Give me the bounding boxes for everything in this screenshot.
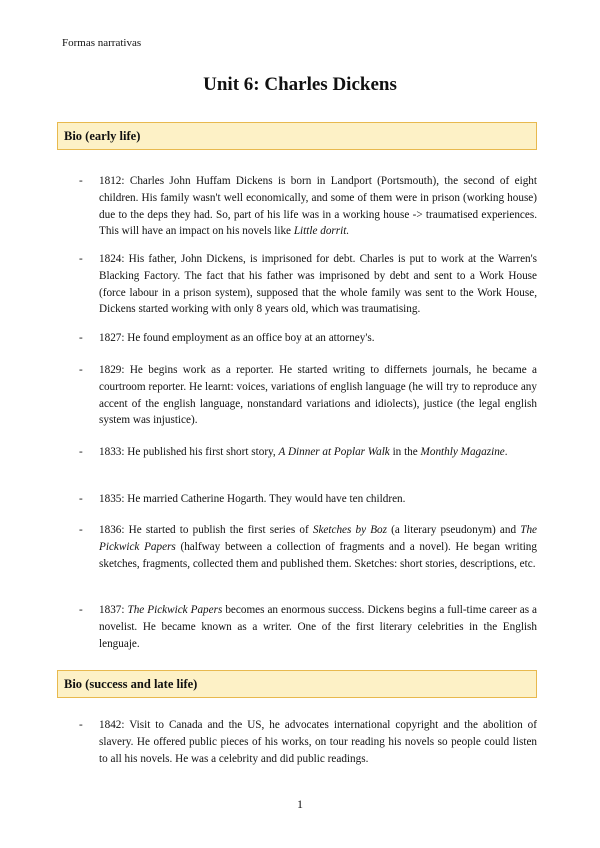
bullet-dash: - — [79, 364, 83, 376]
bullet-1842 — [79, 717, 537, 767]
bullet-dash: - — [79, 332, 83, 344]
bullet-1824 — [79, 251, 537, 318]
title-pickwick-papers: The Pickwick Papers — [99, 524, 537, 553]
page-number: 1 — [297, 797, 303, 811]
bullet-1829 — [79, 362, 537, 429]
title-dinner-at-poplar-walk: A Dinner at Poplar Walk — [278, 446, 390, 458]
title-monthly-magazine: Monthly Magazine — [420, 446, 505, 458]
bullet-text: 1827: He found employment as an office boy at an attorney's. — [99, 332, 375, 344]
bullet-text: 1842: Visit to Canada and the US, he advocates international copyright and the abolition of slavery. He offered public pieces of his works, on tour reading his novels so people could listen to all his novels. He was a celebrity and did public readings. — [99, 719, 537, 765]
bullet-text: 1829: He begins work as a reporter. He started writing to differnets journals, he became a courtroom reporter. He learnt: voices, variations of english language (he will try to reproduce any accent of the english language, nonstandard variations and idiolects), justice (the legal english system was injustice). — [99, 364, 537, 427]
page-title: Unit 6: Charles Dickens — [203, 74, 397, 95]
bullet-text: 1824: His father, John Dickens, is imprisoned for debt. Charles is put to work at the Warren's Blacking Factory. The fact that his father was imprisoned by debt and sent to a Work House (force labour in a prison system), supposed that the whole family was sent to the Work House, Dickens started working with only 8 years old, which was traumatising. — [99, 253, 537, 316]
running-header: Formas narrativas — [62, 37, 142, 49]
bullet-1836 — [79, 522, 537, 572]
bullet-dash: - — [79, 604, 83, 616]
bullet-text: 1833: He published his first short story, A Dinner at Poplar Walk in the Monthly Magazine. — [99, 446, 508, 458]
bullet-text: 1837: The Pickwick Papers becomes an enormous success. Dickens begins a full-time career as a novelist. He became known as a writer. One of the first literary celebrities in the English lenguaje. — [99, 604, 538, 650]
bullet-1833 — [79, 444, 537, 461]
title-sketches-by-boz: Sketches by Boz — [312, 524, 387, 536]
bullet-text: 1836: He started to publish the first series of Sketches by Boz (a literary pseudonym) and The Pickwick Papers (halfway between a collection of fragments and a novel). He began writing sketches, fragments, collected them and published them. Sketches: short stories, descriptions, etc. — [99, 524, 537, 570]
title-little-dorrit: Little dorrit. — [293, 225, 350, 238]
bullet-dash: - — [79, 175, 83, 187]
bullet-dash: - — [79, 253, 83, 265]
bullet-dash: - — [79, 446, 83, 458]
section-heading-early-life: Bio (early life) — [57, 122, 537, 150]
bullet-dash: - — [79, 719, 83, 731]
section-heading-late-life: Bio (success and late life) — [57, 670, 537, 698]
bullet-dash: - — [79, 524, 83, 536]
bullet-1837 — [79, 602, 537, 652]
bullet-text: 1812: Charles John Huffam Dickens is born in Landport (Portsmouth), the second of eight children. His family wasn't well economically, and some of them were in prison (working house) due to the deps they had. So, part of his life was in a working house -> traumatised experiences. This will have an impact on his novels like Little dorrit. — [99, 175, 537, 238]
bullet-text: 1835: He married Catherine Hogarth. They would have ten children. — [99, 493, 406, 505]
bullet-1827 — [79, 330, 537, 347]
bullet-1812 — [79, 173, 537, 240]
bullet-dash: - — [79, 493, 83, 505]
title-pickwick-papers: The Pickwick Papers — [127, 604, 223, 616]
bullet-1835 — [79, 491, 537, 508]
